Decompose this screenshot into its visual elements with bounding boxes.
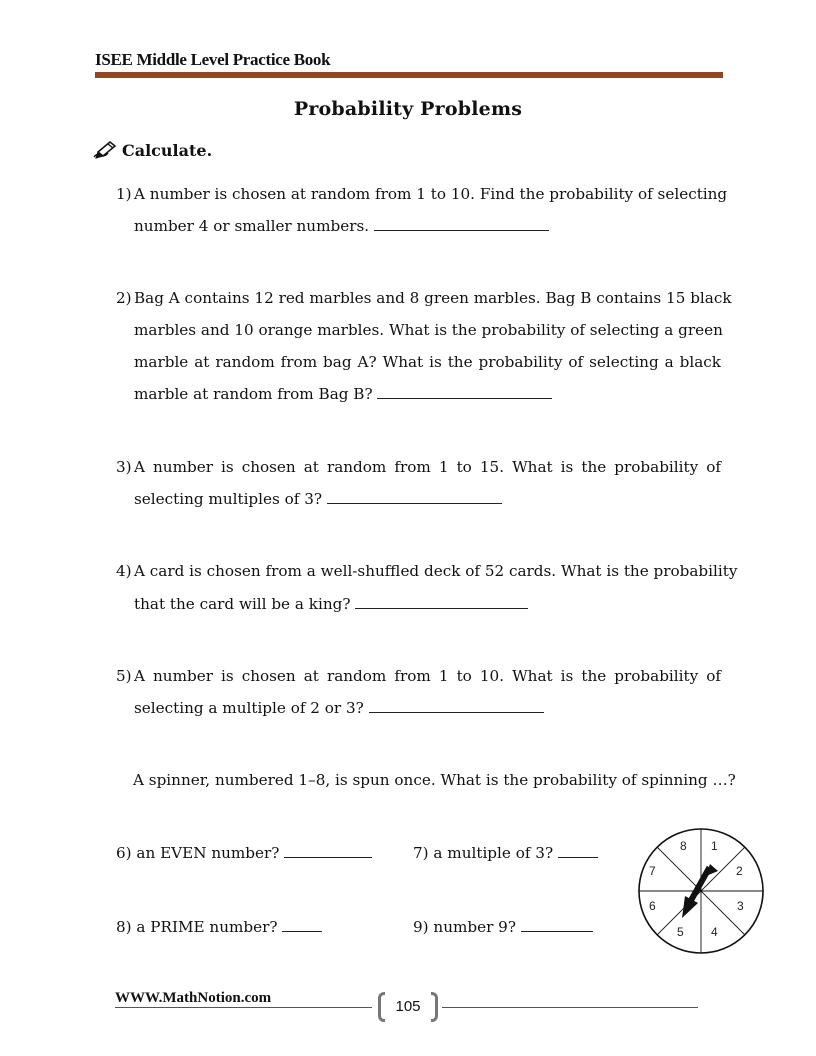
answer-blank-7[interactable] bbox=[558, 843, 598, 858]
spinner-number-8: 8 bbox=[680, 839, 687, 853]
question-2-line-4-text: marble at random from Bag B? bbox=[134, 385, 373, 403]
question-1-number: 1) bbox=[116, 185, 132, 203]
question-3-number: 3) bbox=[116, 458, 132, 476]
question-4-line-1: A card is chosen from a well-shuffled deck of 52 cards. What is the probability bbox=[134, 562, 738, 580]
spinner-diagram bbox=[636, 826, 766, 956]
page-number bbox=[376, 992, 440, 1024]
question-5-line-1: A number is chosen at random from 1 to 10. What is the probability of bbox=[134, 667, 721, 685]
spinner-intro: A spinner, numbered 1–8, is spun once. What is the probability of spinning …? bbox=[133, 771, 736, 789]
answer-blank-4[interactable] bbox=[355, 594, 528, 609]
question-2-line-3: marble at random from bag A? What is the probability of selecting a black bbox=[134, 353, 721, 371]
footer-rule-right bbox=[442, 1007, 698, 1008]
pencil-writing-icon bbox=[92, 140, 118, 160]
spinner-question-8-text: 8) a PRIME number? bbox=[116, 918, 278, 936]
question-3-line-2-text: selecting multiples of 3? bbox=[134, 490, 323, 508]
spinner-question-9 bbox=[413, 917, 593, 936]
header-rule bbox=[95, 72, 723, 78]
footer-website: WWW.MathNotion.com bbox=[115, 990, 272, 1006]
question-1-line-2-text: number 4 or smaller numbers. bbox=[134, 217, 370, 235]
page-number-bracket-right bbox=[431, 992, 438, 1022]
spinner-question-6 bbox=[116, 843, 372, 862]
section-label bbox=[92, 140, 212, 160]
spinner-number-3: 3 bbox=[737, 899, 744, 913]
question-5-line-2 bbox=[134, 698, 544, 717]
question-2-number: 2) bbox=[116, 289, 132, 307]
question-3-line-1: A number is chosen at random from 1 to 15. What is the probability of bbox=[134, 458, 721, 476]
answer-blank-5[interactable] bbox=[369, 698, 544, 713]
page-number-text: 105 bbox=[395, 998, 421, 1015]
question-3-line-2 bbox=[134, 489, 502, 508]
page-number-bracket-left bbox=[378, 992, 385, 1022]
answer-blank-2[interactable] bbox=[377, 384, 552, 399]
question-4-line-2-text: that the card will be a king? bbox=[134, 595, 351, 613]
spinner-question-9-text: 9) number 9? bbox=[413, 918, 516, 936]
question-5-line-2-text: selecting a multiple of 2 or 3? bbox=[134, 699, 364, 717]
answer-blank-9[interactable] bbox=[521, 917, 593, 932]
question-1-line-2 bbox=[134, 216, 549, 235]
question-2-line-2: marbles and 10 orange marbles. What is the probability of selecting a green bbox=[134, 321, 723, 339]
spinner-question-7 bbox=[413, 843, 598, 862]
spinner-number-2: 2 bbox=[736, 864, 743, 878]
question-1-line-1: A number is chosen at random from 1 to 10. Find the probability of selecting bbox=[134, 185, 728, 203]
spinner-number-7: 7 bbox=[649, 864, 656, 878]
footer-rule-left bbox=[115, 1007, 372, 1008]
spinner-question-6-text: 6) an EVEN number? bbox=[116, 844, 280, 862]
answer-blank-6[interactable] bbox=[284, 843, 372, 858]
question-2-line-4 bbox=[134, 384, 552, 403]
question-4-line-2 bbox=[134, 594, 528, 613]
question-4-number: 4) bbox=[116, 562, 132, 580]
answer-blank-1[interactable] bbox=[374, 216, 549, 231]
spinner-number-5: 5 bbox=[677, 925, 684, 939]
section-label-text: Calculate. bbox=[122, 140, 213, 160]
answer-blank-3[interactable] bbox=[327, 489, 502, 504]
book-title: ISEE Middle Level Practice Book bbox=[95, 50, 331, 69]
spinner-number-1: 1 bbox=[711, 839, 718, 853]
page-heading: Probability Problems bbox=[293, 98, 523, 120]
answer-blank-8[interactable] bbox=[282, 917, 322, 932]
spinner-number-4: 4 bbox=[711, 925, 718, 939]
spinner-question-8 bbox=[116, 917, 322, 936]
spinner-number-6: 6 bbox=[649, 899, 656, 913]
spinner-question-7-text: 7) a multiple of 3? bbox=[413, 844, 554, 862]
question-5-number: 5) bbox=[116, 667, 132, 685]
question-2-line-1: Bag A contains 12 red marbles and 8 green marbles. Bag B contains 15 black bbox=[134, 289, 732, 307]
